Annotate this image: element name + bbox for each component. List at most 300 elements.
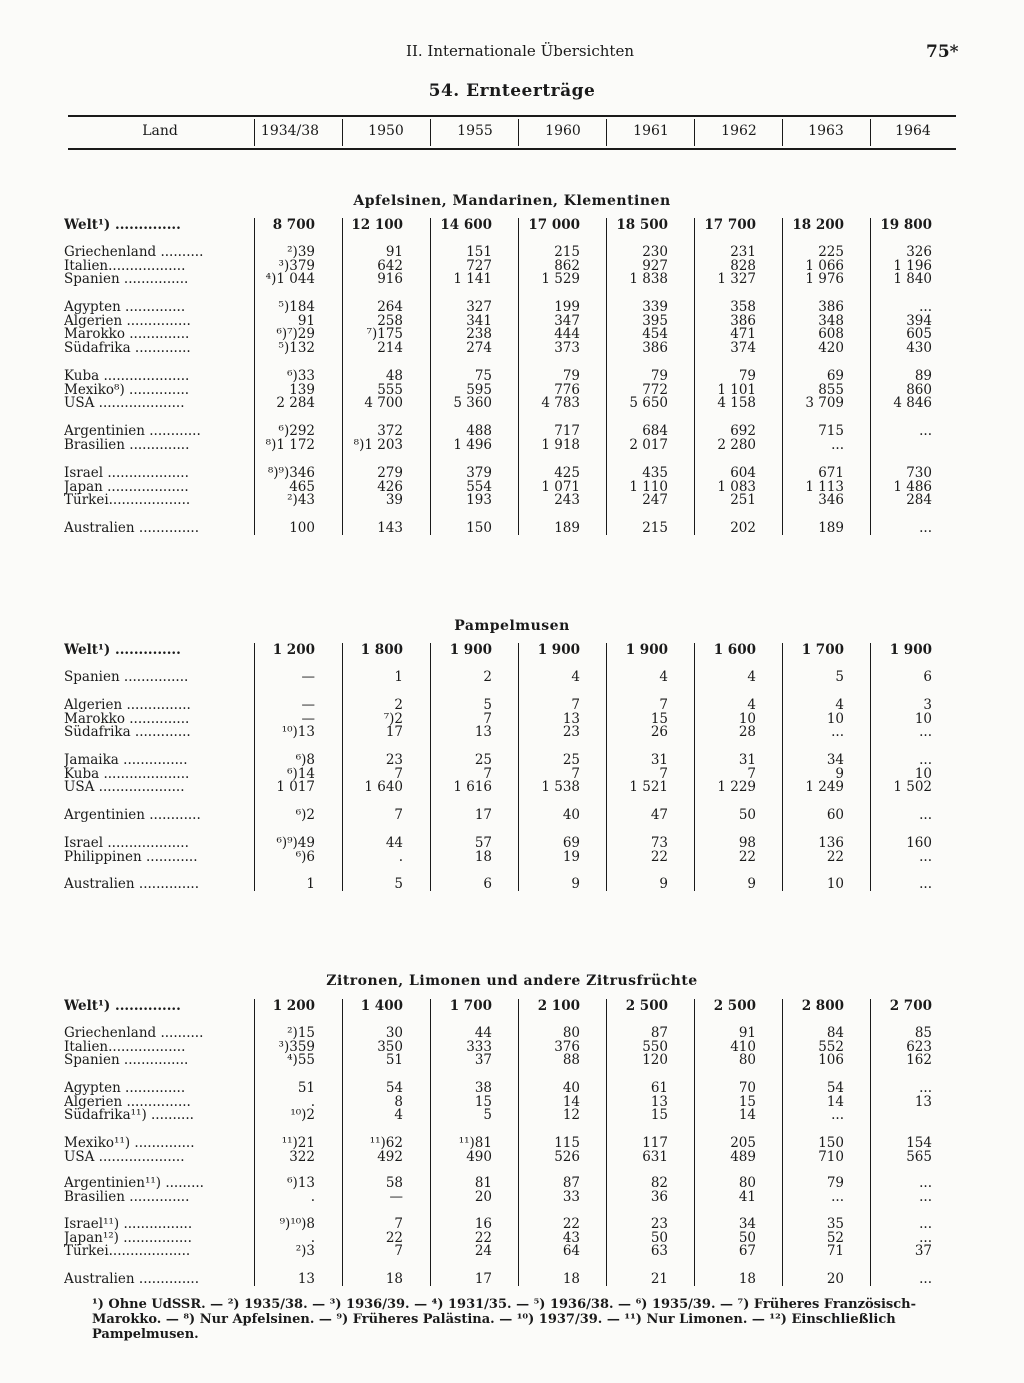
table-cell: 1 400 (360, 998, 403, 1014)
column-separator (606, 218, 607, 535)
column-header-year: 1961 (633, 123, 669, 139)
table-cell: 15 (738, 1093, 756, 1110)
table-cell: 48 (385, 368, 403, 384)
table-cell: ... (831, 1107, 844, 1124)
table-cell: 25 (562, 752, 580, 768)
table-cell: 69 (826, 368, 844, 384)
table-cell: 81 (474, 1175, 492, 1191)
table-cell: 1 900 (537, 642, 580, 658)
table-cell: 6 (483, 876, 492, 892)
table-cell: 855 (818, 381, 844, 398)
table-cell: ⁶)2 (295, 807, 315, 823)
column-separator (342, 218, 343, 535)
table-cell: 14 (826, 1093, 844, 1110)
table-cell: ⁶)6 (295, 848, 315, 865)
table-cell: 2 100 (537, 998, 580, 1014)
row-label: Australien .............. (64, 1272, 199, 1286)
table-cell: ⁴)1 044 (265, 271, 315, 288)
table-cell: 489 (730, 1148, 756, 1165)
table-cell: 22 (650, 848, 668, 865)
table-cell: 67 (738, 1243, 756, 1260)
table-cell: 79 (650, 368, 668, 384)
table-cell: 54 (385, 1080, 403, 1096)
row-label: Philippinen ............ (64, 849, 198, 864)
table-cell: ²)15 (287, 1025, 315, 1041)
table-cell: 47 (650, 807, 668, 823)
table-cell: 71 (826, 1243, 844, 1260)
table-cell: 60 (826, 807, 844, 823)
table-cell: 189 (554, 520, 580, 536)
table-cell: ... (919, 807, 932, 823)
table-cell: ⁹)¹⁰)8 (279, 1216, 315, 1232)
table-cell: 4 (659, 669, 668, 685)
table-cell: 136 (818, 835, 844, 851)
table-cell: 1 502 (893, 779, 932, 796)
table-cell: ... (919, 752, 932, 768)
row-label: Welt¹) .............. (64, 999, 181, 1013)
table-cell: 4 (747, 697, 756, 713)
table-cell: 205 (730, 1135, 756, 1151)
table-cell: ¹¹)81 (458, 1135, 492, 1151)
table-cell: 143 (377, 520, 403, 536)
table-cell: ⁵)132 (278, 340, 315, 357)
table-cell: 91 (738, 1025, 756, 1041)
table-cell: 22 (474, 1229, 492, 1246)
table-cell: 51 (297, 1080, 315, 1096)
table-cell: 18 500 (616, 217, 668, 233)
table-cell: 50 (738, 807, 756, 823)
table-cell: 17 (474, 807, 492, 823)
table-cell: 1 640 (364, 779, 403, 796)
table-cell: 5 (394, 876, 403, 892)
table-cell: 215 (642, 520, 668, 536)
column-separator (870, 999, 871, 1286)
table-cell: 1 529 (541, 271, 580, 288)
table-cell: 710 (818, 1148, 844, 1165)
table-cell: 492 (377, 1148, 403, 1165)
row-label: Ägypten .............. (64, 300, 186, 314)
row-label: Welt¹) .............. (64, 643, 181, 657)
table-cell: 15 (650, 1107, 668, 1124)
table-cell: 17 000 (528, 217, 580, 233)
column-separator (694, 218, 695, 535)
row-label: Brasilien .............. (64, 437, 190, 452)
table-cell: 41 (738, 1188, 756, 1205)
table-cell: 2 700 (889, 998, 932, 1014)
table-cell: 44 (474, 1025, 492, 1041)
table-cell: 88 (562, 1052, 580, 1069)
table-cell: — (301, 697, 315, 713)
column-separator (694, 999, 695, 1286)
column-separator (782, 999, 783, 1286)
table-cell: 215 (554, 244, 580, 260)
table-cell: 386 (730, 312, 756, 329)
table-cell: 22 (562, 1216, 580, 1232)
header-column-separator (870, 119, 871, 146)
table-cell: 2 017 (629, 436, 668, 453)
row-label: Japan ................... (64, 479, 189, 494)
table-cell: 79 (826, 1175, 844, 1191)
table-cell: 160 (906, 835, 932, 851)
table-cell: 61 (650, 1080, 668, 1096)
table-cell: 20 (826, 1271, 844, 1287)
table-cell: 100 (289, 520, 315, 536)
table-cell: 1 229 (717, 779, 756, 796)
table-cell: 1 (306, 876, 315, 892)
footnote-line-2: Marokko. — ⁸) Nur Apfelsinen. — ⁹) Früheres Palästina. — ¹⁰) 1937/39. — ¹¹) Nur Limonen. — ¹²) Einschließlich Pampelmusen. (92, 1312, 896, 1342)
table-cell: ⁶)⁷)29 (276, 326, 315, 343)
table-cell: 1 200 (272, 998, 315, 1014)
table-cell: 23 (562, 724, 580, 741)
table-cell: 9 (747, 876, 756, 892)
table-cell: — (301, 669, 315, 685)
table-cell: 22 (385, 1229, 403, 1246)
column-separator (430, 218, 431, 535)
table-cell: ⁶)8 (295, 752, 315, 768)
table-cell: 4 158 (717, 395, 756, 412)
table-cell: 327 (466, 299, 492, 315)
table-cell: 91 (385, 244, 403, 260)
table-cell: 64 (562, 1243, 580, 1260)
table-cell: 347 (554, 312, 580, 329)
table-cell: ⁸)1 203 (353, 436, 403, 453)
row-label: Griechenland .......... (64, 1026, 204, 1040)
table-cell: 730 (906, 465, 932, 481)
table-cell: 1 327 (717, 271, 756, 288)
header-column-separator (342, 119, 343, 146)
table-cell: ... (919, 1175, 932, 1191)
table-cell: 150 (466, 520, 492, 536)
footnote-line-1: ¹) Ohne UdSSR. — ²) 1935/38. — ³) 1936/39. — ⁴) 1931/35. — ⁵) 1936/38. — ⁶) 1935/39. — ⁷) Früheres Französisch- (92, 1297, 917, 1312)
row-label: Kuba .................... (64, 369, 190, 383)
table-cell: 50 (650, 1229, 668, 1246)
table-cell: ³)359 (278, 1038, 315, 1055)
table-cell: 9 (659, 876, 668, 892)
column-header-year: 1950 (368, 123, 404, 139)
row-label: Brasilien .............. (64, 1189, 190, 1204)
table-cell: ... (919, 299, 932, 315)
table-cell: 87 (562, 1175, 580, 1191)
table-cell: 120 (642, 1052, 668, 1069)
row-label: Australien .............. (64, 877, 199, 891)
table-cell: 7 (571, 697, 580, 713)
row-label: Argentinien ............ (64, 808, 201, 822)
table-cell: ... (919, 1216, 932, 1232)
table-cell: 1 900 (889, 642, 932, 658)
table-cell: 395 (642, 312, 668, 329)
section-title: Zitronen, Limonen und andere Zitrusfrüchte (326, 973, 698, 989)
table-cell: 14 (738, 1107, 756, 1124)
table-cell: 40 (562, 807, 580, 823)
table-cell: 231 (730, 244, 756, 260)
table-cell: 631 (642, 1148, 668, 1165)
table-cell: 39 (385, 492, 403, 509)
table-cell: 10 (738, 710, 756, 727)
table-cell: 16 (474, 1216, 492, 1232)
table-cell: 13 (914, 1093, 932, 1110)
table-cell: 5 (483, 1107, 492, 1124)
table-cell: 31 (650, 752, 668, 768)
table-cell: 605 (906, 326, 932, 343)
row-label: Argentinien¹¹) ......... (64, 1176, 204, 1190)
column-separator (782, 218, 783, 535)
section-title: Pampelmusen (454, 618, 570, 634)
table-cell: 279 (377, 465, 403, 481)
table-cell: 550 (642, 1038, 668, 1055)
page-number: 75* (926, 42, 959, 62)
table-cell: ... (919, 848, 932, 865)
table-cell: 2 280 (717, 436, 756, 453)
table-cell: 214 (377, 340, 403, 357)
table-cell: 7 (483, 765, 492, 782)
table-cell: 6 (923, 669, 932, 685)
table-cell: 51 (385, 1052, 403, 1069)
row-label: Marokko .............. (64, 327, 190, 342)
table-cell: 376 (554, 1038, 580, 1055)
table-cell: 7 (483, 710, 492, 727)
table-cell: ... (919, 1229, 932, 1246)
row-label: Jamaika ............... (64, 753, 188, 767)
table-cell: 426 (377, 478, 403, 495)
table-cell: ... (919, 1188, 932, 1205)
table-cell: 2 500 (713, 998, 756, 1014)
row-label: Spanien ............... (64, 272, 189, 287)
table-cell: 34 (738, 1216, 756, 1232)
table-cell: 7 (394, 765, 403, 782)
table-cell: 410 (730, 1038, 756, 1055)
table-cell: 554 (466, 478, 492, 495)
table-cell: 552 (818, 1038, 844, 1055)
table-cell: 151 (466, 244, 492, 260)
table-cell: 526 (554, 1148, 580, 1165)
table-cell: 717 (554, 423, 580, 439)
table-cell: 85 (914, 1025, 932, 1041)
table-cell: 608 (818, 326, 844, 343)
table-cell: 642 (377, 257, 403, 274)
table-cell: 623 (906, 1038, 932, 1055)
table-cell: 44 (385, 835, 403, 851)
table-cell: 31 (738, 752, 756, 768)
column-separator (342, 643, 343, 891)
column-header-year: 1960 (545, 123, 581, 139)
table-cell: 274 (466, 340, 492, 357)
column-header-year: 1934/38 (260, 123, 320, 139)
table-cell: 18 (562, 1271, 580, 1287)
table-cell: 34 (826, 752, 844, 768)
table-cell: 22 (826, 848, 844, 865)
table-cell: 117 (642, 1135, 668, 1151)
table-cell: ... (919, 724, 932, 741)
table-cell: ⁶)⁹)49 (276, 835, 315, 851)
table-cell: 28 (738, 724, 756, 741)
table-cell: 346 (818, 492, 844, 509)
table-cell: ¹¹)62 (369, 1135, 403, 1151)
column-separator (342, 999, 343, 1286)
column-separator (782, 643, 783, 891)
table-cell: — (389, 1188, 403, 1205)
table-cell: 25 (474, 752, 492, 768)
column-separator (254, 218, 255, 535)
table-cell: 238 (466, 326, 492, 343)
table-cell: 379 (466, 465, 492, 481)
table-cell: 386 (642, 340, 668, 357)
table-cell: 19 800 (880, 217, 932, 233)
table-cell: 79 (562, 368, 580, 384)
table-cell: 339 (642, 299, 668, 315)
table-cell: 36 (650, 1188, 668, 1205)
table-cell: 1 838 (629, 271, 668, 288)
header-column-separator (518, 119, 519, 146)
table-cell: ... (919, 1080, 932, 1096)
column-separator (518, 999, 519, 1286)
table-cell: 89 (914, 368, 932, 384)
table-cell: 341 (466, 312, 492, 329)
column-separator (694, 643, 695, 891)
table-cell: . (310, 1188, 315, 1205)
table-cell: 776 (554, 381, 580, 398)
table-cell: ⁶)292 (278, 423, 315, 439)
table-cell: 2 (394, 697, 403, 713)
table-cell: 1 249 (805, 779, 844, 796)
table-cell: 13 (474, 724, 492, 741)
table-cell: 10 (826, 710, 844, 727)
table-cell: 1 101 (717, 381, 756, 398)
table-cell: 5 (483, 697, 492, 713)
table-cell: 17 (385, 724, 403, 741)
table-cell: 189 (818, 520, 844, 536)
table-cell: 22 (738, 848, 756, 865)
table-cell: 1 800 (360, 642, 403, 658)
table-cell: ⁴)55 (287, 1052, 315, 1069)
table-cell: ³)379 (278, 257, 315, 274)
table-cell: 1 017 (276, 779, 315, 796)
table-cell: 26 (650, 724, 668, 741)
column-separator (254, 643, 255, 891)
table-cell: 84 (826, 1025, 844, 1041)
row-label: Welt¹) .............. (64, 218, 181, 232)
table-cell: ⁷)2 (383, 710, 403, 727)
table-cell: 1 071 (541, 478, 580, 495)
table-cell: 4 700 (364, 395, 403, 412)
table-cell: 115 (554, 1135, 580, 1151)
table-cell: 1 486 (893, 478, 932, 495)
table-cell: 1 196 (893, 257, 932, 274)
top-rule (68, 115, 956, 117)
header-bottom-rule (68, 148, 956, 150)
table-cell: 150 (818, 1135, 844, 1151)
header-column-separator (430, 119, 431, 146)
table-cell: 465 (289, 478, 315, 495)
table-cell: 20 (474, 1188, 492, 1205)
table-cell: 4 (571, 669, 580, 685)
table-cell: ¹¹)21 (281, 1135, 315, 1151)
table-cell: 372 (377, 423, 403, 439)
table-cell: 7 (394, 807, 403, 823)
table-cell: 202 (730, 520, 756, 536)
table-cell: 58 (385, 1175, 403, 1191)
table-cell: 91 (297, 312, 315, 329)
table-cell: 4 (835, 697, 844, 713)
column-header-year: 1964 (895, 123, 931, 139)
table-cell: — (301, 710, 315, 727)
row-label: Mexiko⁸) .............. (64, 382, 190, 397)
table-cell: 444 (554, 326, 580, 343)
header-column-separator (782, 119, 783, 146)
table-cell: ... (919, 520, 932, 536)
table-cell: 715 (818, 423, 844, 439)
header-column-separator (606, 119, 607, 146)
table-cell: 79 (738, 368, 756, 384)
table-cell: 5 650 (629, 395, 668, 412)
table-cell: 37 (474, 1052, 492, 1069)
table-cell: 488 (466, 423, 492, 439)
table-cell: 10 (914, 765, 932, 782)
table-cell: 284 (906, 492, 932, 509)
row-label: Israel ................... (64, 466, 189, 480)
table-cell: 1 113 (805, 478, 844, 495)
table-cell: 35 (826, 1216, 844, 1232)
table-cell: ⁵)184 (278, 299, 315, 315)
table-cell: 18 (738, 1271, 756, 1287)
row-label: Spanien ............... (64, 670, 189, 684)
table-cell: 7 (394, 1243, 403, 1260)
table-cell: 12 (562, 1107, 580, 1124)
table-cell: 350 (377, 1038, 403, 1055)
table-cell: ⁶)14 (287, 765, 315, 782)
table-cell: 38 (474, 1080, 492, 1096)
row-label: Türkei................... (64, 493, 191, 508)
table-cell: 75 (474, 368, 492, 384)
table-cell: 225 (818, 244, 844, 260)
column-separator (518, 643, 519, 891)
table-cell: 2 500 (625, 998, 668, 1014)
table-cell: 54 (826, 1080, 844, 1096)
table-cell: 258 (377, 312, 403, 329)
row-label: Marokko .............. (64, 711, 190, 726)
table-cell: 1 700 (449, 998, 492, 1014)
header-column-separator (254, 119, 255, 146)
table-cell: 7 (571, 765, 580, 782)
column-separator (430, 999, 431, 1286)
table-title: 54. Ernteerträge (428, 81, 596, 101)
table-cell: 4 783 (541, 395, 580, 412)
table-cell: 1 083 (717, 478, 756, 495)
table-cell: 43 (562, 1229, 580, 1246)
table-cell: 595 (466, 381, 492, 398)
table-cell: 1 538 (541, 779, 580, 796)
table-cell: 10 (826, 876, 844, 892)
table-cell: 333 (466, 1038, 492, 1055)
table-cell: 251 (730, 492, 756, 509)
table-cell: 82 (650, 1175, 668, 1191)
table-cell: 565 (906, 1148, 932, 1165)
page-header (0, 42, 1024, 66)
table-cell: 5 (835, 669, 844, 685)
table-cell: 9 (571, 876, 580, 892)
table-cell: 80 (738, 1175, 756, 1191)
table-cell: 7 (659, 697, 668, 713)
table-cell: 17 700 (704, 217, 756, 233)
table-cell: ¹⁰)2 (290, 1107, 315, 1124)
table-cell: 348 (818, 312, 844, 329)
row-label: Türkei................... (64, 1244, 191, 1259)
table-cell: 420 (818, 340, 844, 357)
table-cell: 8 700 (272, 217, 315, 233)
table-cell: 5 360 (453, 395, 492, 412)
table-cell: 19 (562, 848, 580, 865)
table-cell: 358 (730, 299, 756, 315)
table-cell: 604 (730, 465, 756, 481)
